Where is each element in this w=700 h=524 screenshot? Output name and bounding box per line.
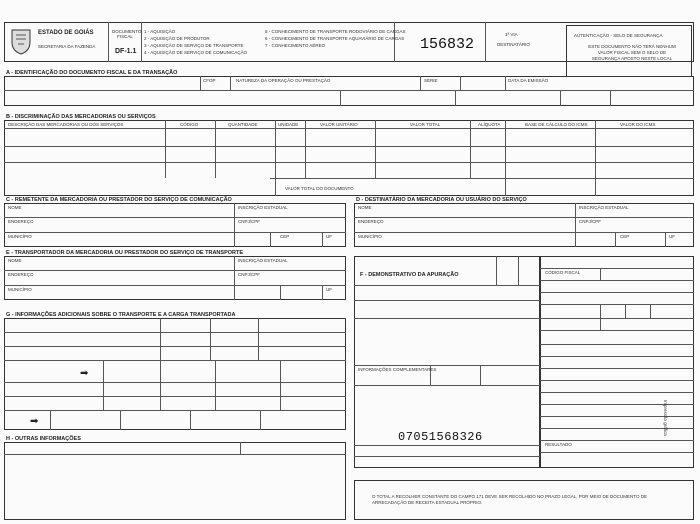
- e-cnpj: CNPJ/CPF: [238, 272, 261, 277]
- section-f-right-box: [540, 256, 694, 468]
- section-d-box: [354, 203, 694, 247]
- col-cod: CÓDIGO: [180, 122, 199, 127]
- via-recipient: DESTINATÁRIO: [497, 42, 530, 47]
- section-h-title: H - OUTRAS INFORMAÇÕES: [6, 436, 81, 442]
- arrow-right-icon-2: ➡: [30, 416, 39, 427]
- d-cep: CEP: [620, 234, 630, 239]
- field-nature: NATUREZA DA OPERAÇÃO OU PRESTAÇÃO: [236, 78, 331, 83]
- via-label: 1ª VIA: [505, 32, 518, 37]
- header-options-right: 5 - CONHECIMENTO DE TRANSPORTE RODOVIÁRIO DE CARGAS 6 - CONHECIMENTO DE TRANSPORTE AQUAVIÁRIO DE CARGAS 7 - CONHECIMENTO AÉREO: [265, 29, 406, 48]
- f-info: INFORMAÇÕES COMPLEMENTARES: [358, 367, 437, 372]
- col-icms: VALOR DO ICMS: [620, 122, 656, 127]
- c-name: NOME: [8, 205, 22, 210]
- f-cod-fiscal: CÓDIGO FISCAL: [545, 270, 581, 275]
- section-c-box: [4, 203, 346, 247]
- d-uf: UF: [669, 234, 675, 239]
- section-c-title: C - REMETENTE DA MERCADORIA OU PRESTADOR DO SERVIÇO DE COMUNICAÇÃO: [6, 197, 232, 203]
- e-uf: UF: [326, 287, 332, 292]
- section-e-box: [4, 256, 346, 300]
- c-cep: CEP: [280, 234, 290, 239]
- d-name: NOME: [358, 205, 372, 210]
- section-g-title: G - INFORMAÇÕES ADICIONAIS SOBRE O TRANSPORTE E A CARGA TRANSPORTADA: [6, 312, 236, 318]
- header-options-left: 1 - AQUISIÇÃO 2 - AQUISIÇÃO DE PRODUTOR 3 - AQUISIÇÃO DE SERVIÇO DE TRANSPORTE 4 - AQUISIÇÃO DE SERVIÇO DE COMUNICAÇÃO: [144, 29, 248, 55]
- auth-text: ESTE DOCUMENTO NÃO TERÁ NENHUM VALOR FISCAL SEM O SELO DE SEGURANÇA APOSTO NESTE LOCAL: [588, 44, 676, 61]
- e-city: MUNICÍPIO: [8, 287, 32, 292]
- d-ie: INSCRIÇÃO ESTADUAL: [579, 205, 629, 210]
- e-name: NOME: [8, 258, 22, 263]
- col-total-value: VALOR TOTAL: [410, 122, 441, 127]
- e-ie: INSCRIÇÃO ESTADUAL: [238, 258, 288, 263]
- col-aliq: ALÍQUOTA: [478, 122, 501, 127]
- auth-title: AUTENTICAÇÃO - SELO DE SEGURANÇA: [574, 33, 663, 38]
- state-seal-icon: [10, 27, 32, 55]
- side-print-info: Impressão gráfica: [663, 400, 668, 436]
- section-g-box: [4, 318, 346, 430]
- c-city: MUNICÍPIO: [8, 234, 32, 239]
- section-f-title: F - DEMONSTRATIVO DA APURAÇÃO: [360, 272, 459, 278]
- section-b-title: B - DISCRIMINAÇÃO DAS MERCADORIAS OU SERVIÇOS: [6, 114, 156, 120]
- c-uf: UF: [326, 234, 332, 239]
- col-qty: QUANTIDADE: [228, 122, 258, 127]
- col-base: BASE DE CÁLCULO DO ICMS: [525, 122, 588, 127]
- col-unit: UNIDADE: [278, 122, 299, 127]
- section-b-box: [4, 120, 694, 196]
- section-a-box: [4, 76, 694, 106]
- e-address: ENDEREÇO: [8, 272, 34, 277]
- field-serie: SÉRIE: [424, 78, 438, 83]
- arrow-right-icon: ➡: [80, 368, 89, 379]
- section-e-title: E - TRANSPORTADOR DA MERCADORIA OU PRESTADOR DO SERVIÇO DE TRANSPORTE: [6, 250, 244, 256]
- field-cfop: CFOP: [203, 78, 216, 83]
- barcode-number: 07051568326: [398, 430, 483, 444]
- f-result: RESULTADO: [545, 442, 572, 447]
- c-address: ENDEREÇO: [8, 219, 34, 224]
- doc-code: DF-1.1: [115, 48, 137, 55]
- section-a-title: A - IDENTIFICAÇÃO DO DOCUMENTO FISCAL E DA TRANSAÇÃO: [6, 70, 178, 76]
- d-address: ENDEREÇO: [358, 219, 384, 224]
- field-date: DATA DA EMISSÃO: [508, 78, 549, 83]
- doc-label: DOCUMENTO FISCAL: [112, 29, 142, 39]
- state-name: ESTADO DE GOIÁS: [38, 30, 94, 36]
- c-cnpj: CNPJ/CPF: [238, 219, 261, 224]
- d-city: MUNICÍPIO: [358, 234, 382, 239]
- field-total-doc: VALOR TOTAL DO DOCUMENTO: [285, 186, 354, 191]
- section-d-title: D - DESTINATÁRIO DA MERCADORIA OU USUÁRIO DO SERVIÇO: [356, 197, 527, 203]
- footer-note: O TOTAL A RECOLHER CONSTANTE DO CAMPO 171 DEVE SER RECOLHIDO NO PRAZO LEGAL, POR MEIO DE DOCUMENTO DE ARRECADAÇÃO DE RECEITA ESTADUAL PRÓPRIO.: [372, 494, 647, 505]
- doc-number: 156832: [420, 36, 475, 53]
- secretariat-name: SECRETARIA DA FAZENDA: [38, 44, 96, 49]
- c-ie: INSCRIÇÃO ESTADUAL: [238, 205, 288, 210]
- col-desc: DESCRIÇÃO DAS MERCADORIAS OU DOS SERVIÇOS: [8, 122, 124, 127]
- col-unit-value: VALOR UNITÁRIO: [320, 122, 358, 127]
- d-cnpj: CNPJ/CPF: [579, 219, 602, 224]
